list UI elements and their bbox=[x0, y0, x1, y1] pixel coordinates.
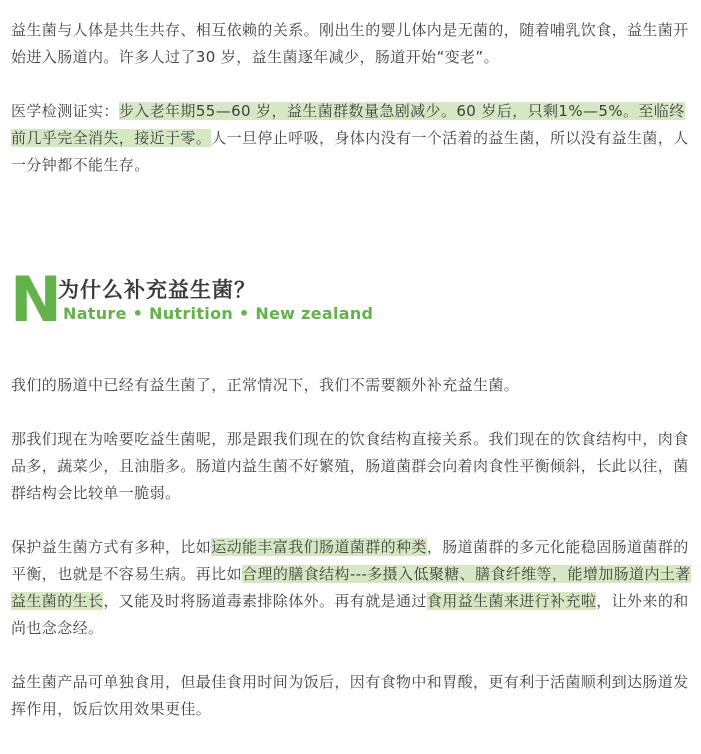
protection-highlight-supplement: 食用益生菌来进行补充啦 bbox=[426, 592, 597, 610]
intro-paragraph bbox=[11, 17, 693, 71]
medical-suffix: 人一旦停止呼吸，身体内没有一个活着的益生菌，所以没有益生菌，人一分钟都不能生存。 bbox=[11, 129, 689, 174]
protection-text-3: ，又能及时将肠道毒素排除体外。再有就是通过 bbox=[103, 592, 427, 610]
section-heading bbox=[10, 263, 690, 336]
protection-text-1: 保护益生菌方式有多种，比如 bbox=[11, 538, 212, 556]
usage-text: 益生菌产品可单独食用，但最佳食用时间为饭后，因有食物中和胃酸，更有利于活菌顺利到达肠道发挥作用，饭后饮用效果更佳。 bbox=[11, 673, 689, 718]
protection-paragraph bbox=[11, 534, 693, 642]
medical-highlight: 步入老年期55—60 岁，益生菌群数量急剧减少。60 岁后，只剩1%—5%。至临终前几乎完全消失，接近于零。 bbox=[11, 102, 685, 147]
protection-text-4: ，让外来的和尚也念念经。 bbox=[11, 592, 689, 637]
diet-text: 那我们现在为啥要吃益生菌呢，那是跟我们现在的饮食结构直接关系。我们现在的饮食结构中，肉食品多，蔬菜少，且油脂多。肠道内益生菌不好繁殖，肠道菌群会向着肉食性平衡倾斜，长此以往，菌群结构会比较单一脆弱。 bbox=[11, 430, 689, 502]
heading-letter-logo: N bbox=[10, 263, 62, 336]
intro-text: 益生菌与人体是共生共存、相互依赖的关系。刚出生的婴儿体内是无菌的，随着哺乳饮食，益生菌开始进入肠道内。许多人过了30 岁，益生菌逐年减少，肠道开始“变老”。 bbox=[11, 21, 689, 66]
usage-paragraph bbox=[11, 669, 693, 723]
diet-paragraph bbox=[11, 426, 693, 507]
medical-paragraph bbox=[11, 98, 693, 179]
protection-highlight-diet: 合理的膳食结构---多摄入低聚糖、膳食纤维等，能增加肠道内土著益生菌的生长 bbox=[11, 565, 691, 610]
protection-highlight-exercise: 运动能丰富我们肠道菌群的种类 bbox=[211, 538, 427, 556]
heading-subtitle: Nature • Nutrition • New zealand bbox=[63, 304, 374, 323]
medical-prefix: 医学检测证实： bbox=[11, 102, 119, 120]
intestine-text: 我们的肠道中已经有益生菌了，正常情况下，我们不需要额外补充益生菌。 bbox=[11, 376, 520, 394]
protection-text-2: ，肠道菌群的多元化能稳固肠道菌群的平衡，也就是不容易生病。再比如 bbox=[11, 538, 689, 583]
intestine-paragraph bbox=[11, 372, 693, 399]
heading-title: 为什么补充益生菌？ bbox=[58, 278, 256, 302]
